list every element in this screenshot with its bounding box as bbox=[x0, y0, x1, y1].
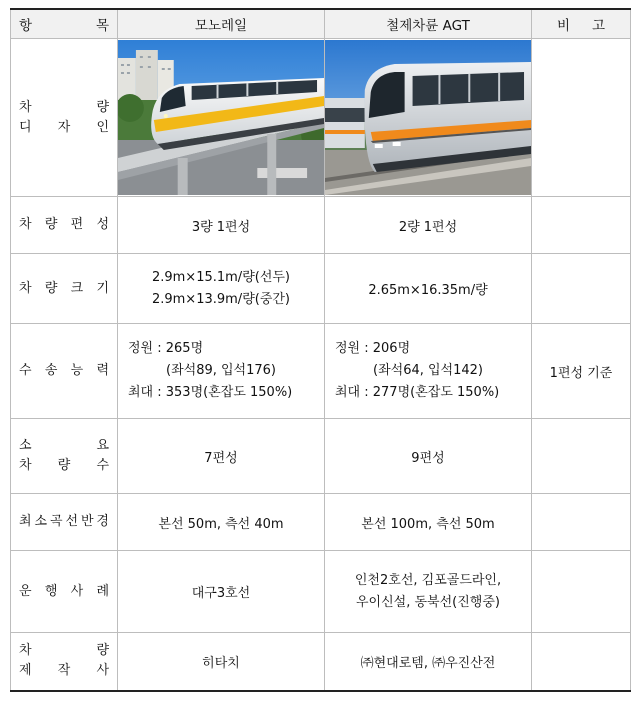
label-count-2b: 량 bbox=[57, 458, 71, 473]
header-note-a: 비 bbox=[556, 18, 571, 34]
label-maker-2a: 제 bbox=[19, 663, 32, 679]
agt-train-photo bbox=[325, 40, 531, 195]
note-size bbox=[532, 254, 631, 324]
label-formation-4: 성 bbox=[96, 217, 109, 232]
header-item-b: 목 bbox=[95, 18, 109, 34]
label-count-1a: 소 bbox=[19, 438, 32, 453]
header-row bbox=[11, 9, 631, 39]
label-curve-3: 곡 bbox=[49, 514, 63, 529]
header-agt: 철제차륜 AGT bbox=[325, 9, 532, 39]
label-cases-1: 운 bbox=[19, 583, 32, 599]
label-cases bbox=[11, 551, 118, 633]
label-capacity bbox=[11, 324, 118, 419]
maker-monorail: 히타치 bbox=[118, 633, 325, 691]
row-design bbox=[11, 39, 631, 197]
curve-agt: 본선 100m, 측선 50m bbox=[325, 494, 532, 551]
formation-monorail: 3량 1편성 bbox=[118, 197, 325, 254]
label-capacity-2: 송 bbox=[44, 363, 58, 378]
row-maker bbox=[11, 633, 631, 691]
label-design-2c: 인 bbox=[96, 119, 109, 135]
cases-agt-line2: 우이신설, 동북선(진행중) bbox=[356, 594, 500, 610]
header-monorail: 모노레일 bbox=[118, 9, 325, 39]
label-count-2c: 수 bbox=[96, 458, 109, 473]
label-count-1b: 요 bbox=[96, 438, 109, 453]
label-maker-1a: 차 bbox=[19, 643, 32, 659]
label-size-4: 기 bbox=[96, 280, 109, 296]
size-agt: 2.65m×16.35m/량 bbox=[325, 254, 532, 324]
label-capacity-4: 력 bbox=[96, 363, 109, 378]
label-formation-3: 편 bbox=[70, 217, 84, 232]
label-curve-6: 경 bbox=[96, 514, 109, 529]
capacity-monorail-line1: 정원 : 265명 bbox=[128, 341, 204, 356]
capacity-monorail bbox=[118, 324, 325, 419]
label-curve bbox=[11, 494, 118, 551]
label-maker-2c: 사 bbox=[96, 663, 109, 679]
label-design-1a: 차 bbox=[19, 99, 32, 115]
cases-agt bbox=[325, 551, 532, 633]
row-capacity bbox=[11, 324, 631, 419]
label-cases-4: 례 bbox=[96, 583, 109, 599]
label-cases-2: 행 bbox=[44, 583, 58, 599]
label-maker-2b: 작 bbox=[57, 663, 71, 679]
label-curve-5: 반 bbox=[80, 514, 94, 529]
label-size-2: 량 bbox=[44, 280, 58, 296]
row-formation bbox=[11, 197, 631, 254]
size-monorail-line1: 2.9m×15.1m/량(선두) bbox=[151, 269, 291, 285]
size-monorail bbox=[118, 254, 325, 324]
label-curve-2: 소 bbox=[34, 514, 48, 529]
header-item-a: 항 bbox=[19, 18, 33, 34]
note-maker bbox=[532, 633, 631, 691]
label-design bbox=[11, 39, 118, 197]
count-monorail: 7편성 bbox=[118, 419, 325, 494]
label-formation-1: 차 bbox=[19, 217, 32, 232]
label-maker-1b: 량 bbox=[96, 643, 109, 659]
label-design-1b: 량 bbox=[96, 99, 109, 115]
monorail-image-cell bbox=[118, 39, 325, 197]
label-capacity-3: 능 bbox=[70, 363, 84, 378]
label-count-2a: 차 bbox=[19, 458, 32, 473]
label-size-1: 차 bbox=[19, 280, 32, 296]
label-size bbox=[11, 254, 118, 324]
label-count bbox=[11, 419, 118, 494]
header-item bbox=[11, 9, 118, 39]
header-note bbox=[532, 9, 631, 39]
label-size-3: 크 bbox=[70, 280, 84, 296]
capacity-agt bbox=[325, 324, 532, 419]
count-agt: 9편성 bbox=[325, 419, 532, 494]
row-curve bbox=[11, 494, 631, 551]
note-capacity: 1편성 기준 bbox=[532, 324, 631, 419]
comparison-table bbox=[10, 8, 631, 692]
cases-agt-line1: 인천2호선, 김포골드라인, bbox=[354, 572, 502, 588]
label-capacity-1: 수 bbox=[19, 363, 32, 378]
label-formation-2: 량 bbox=[44, 217, 58, 232]
capacity-monorail-line2: (좌석89, 입석176) bbox=[166, 363, 276, 378]
row-cases bbox=[11, 551, 631, 633]
comparison-table-wrapper bbox=[10, 8, 630, 692]
label-design-2a: 디 bbox=[19, 119, 32, 135]
row-count bbox=[11, 419, 631, 494]
capacity-agt-line1: 정원 : 206명 bbox=[335, 341, 411, 356]
size-monorail-line2: 2.9m×13.9m/량(중간) bbox=[151, 291, 291, 307]
label-cases-3: 사 bbox=[70, 583, 84, 599]
note-design bbox=[532, 39, 631, 197]
label-maker bbox=[11, 633, 118, 691]
maker-agt: ㈜현대로템, ㈜우진산전 bbox=[325, 633, 532, 691]
agt-image-cell bbox=[325, 39, 532, 197]
label-formation bbox=[11, 197, 118, 254]
curve-monorail: 본선 50m, 측선 40m bbox=[118, 494, 325, 551]
row-size bbox=[11, 254, 631, 324]
note-count bbox=[532, 419, 631, 494]
label-design-2b: 자 bbox=[57, 119, 71, 135]
capacity-agt-line2: (좌석64, 입석142) bbox=[373, 363, 483, 378]
formation-agt: 2량 1편성 bbox=[325, 197, 532, 254]
label-curve-4: 선 bbox=[65, 514, 79, 529]
monorail-photo bbox=[118, 40, 324, 195]
capacity-monorail-line3: 최대 : 353명(혼잡도 150%) bbox=[128, 385, 293, 400]
cases-monorail: 대구3호선 bbox=[118, 551, 325, 633]
header-note-b: 고 bbox=[591, 18, 606, 34]
note-formation bbox=[532, 197, 631, 254]
note-cases bbox=[532, 551, 631, 633]
label-curve-1: 최 bbox=[19, 514, 32, 529]
note-curve bbox=[532, 494, 631, 551]
capacity-agt-line3: 최대 : 277명(혼잡도 150%) bbox=[335, 385, 500, 400]
